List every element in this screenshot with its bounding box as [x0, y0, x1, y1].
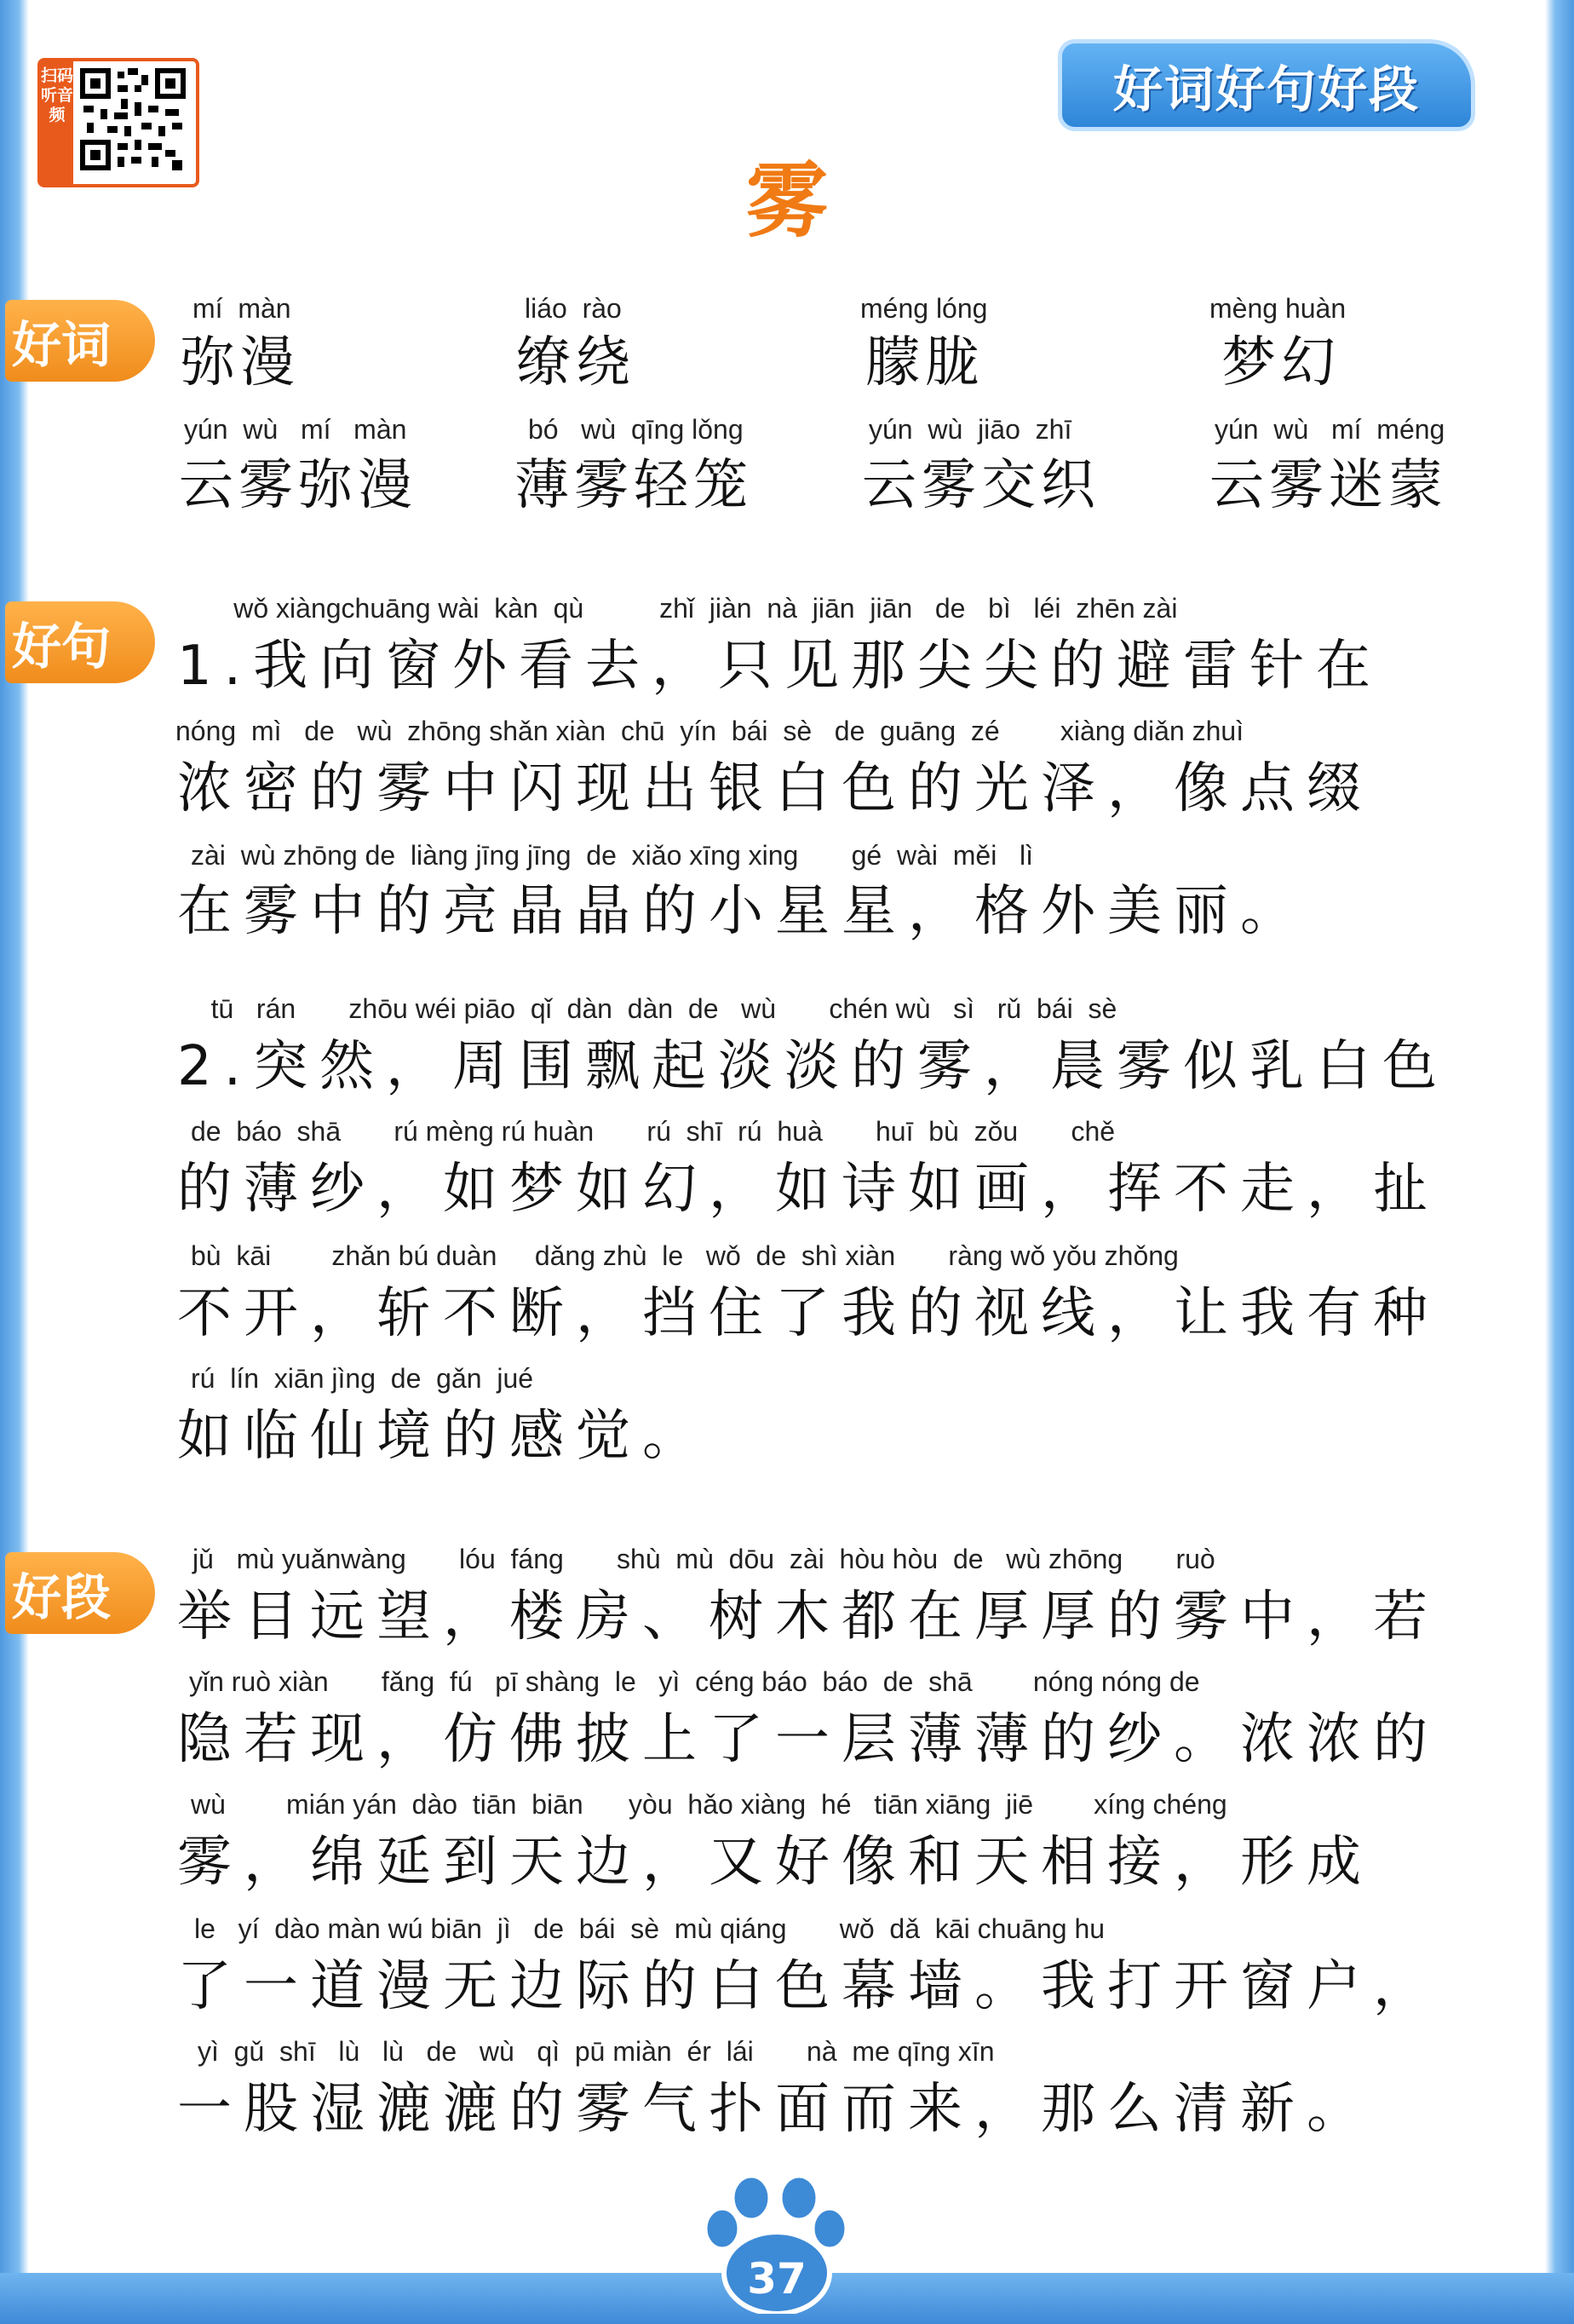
pinyin: tū rán zhōu wéi piāo qǐ dàn dàn de wù chén wù sì rǔ bái sè — [181, 993, 1117, 1024]
hanzi: 2.突然，周围飘起淡淡的雾，晨雾似乳白色 — [177, 1035, 1450, 1098]
hanzi: 薄雾轻笼 — [514, 454, 753, 517]
badge-good-sentences: 好句 — [5, 601, 155, 683]
pinyin: mèng huàn — [1209, 293, 1347, 324]
hanzi: 梦幻 — [1221, 331, 1341, 394]
page-number-paw — [698, 2169, 855, 2314]
hanzi: 的薄纱，如梦如幻，如诗如画，挥不走，扯 — [177, 1158, 1439, 1221]
pinyin: jǔ mù yuǎnwàng lóu fáng shù mù dōu zài hòu hòu de wù zhōng ruò — [192, 1544, 1215, 1574]
hanzi: 1.我向窗外看去，只见那尖尖的避雷针在 — [177, 635, 1383, 698]
hanzi: 一股湿漉漉的雾气扑面而来，那么清新。 — [177, 2078, 1373, 2141]
pinyin: wǒ xiàngchuāng wài kàn qù zhǐ jiàn nà jiān jiān de bì léi zhēn zài — [181, 593, 1178, 624]
badge-good-paragraph: 好段 — [5, 1552, 155, 1634]
pinyin: bù kāi zhǎn bú duàn dǎng zhù le wǒ de shì xiàn ràng wǒ yǒu zhǒng — [191, 1240, 1179, 1271]
hanzi: 浓密的雾中闪现出银白色的光泽，像点缀 — [177, 757, 1373, 820]
badge-good-words: 好词 — [5, 300, 155, 382]
section-tab-label: 好词好句好段 — [1112, 60, 1420, 118]
hanzi: 了一道漫无边际的白色幕墙。我打开窗户， — [177, 1955, 1439, 2018]
hanzi: 在雾中的亮晶晶的小星星，格外美丽。 — [177, 880, 1307, 943]
page-number: 37 — [747, 2254, 807, 2304]
pinyin: mí màn — [192, 293, 291, 324]
pinyin: yún wù mí méng — [1215, 414, 1445, 445]
page-title: 雾 — [746, 153, 828, 249]
hanzi: 雾，绵延到天边，又好像和天相接，形成 — [177, 1831, 1373, 1894]
pinyin: yì gǔ shī lù lù de wù qì pū miàn ér lái nà me qīng xīn — [198, 2036, 995, 2067]
hanzi: 不开，斩不断，挡住了我的视线，让我有种 — [177, 1282, 1439, 1345]
hanzi: 如临仙境的感觉。 — [177, 1405, 709, 1468]
hanzi: 缭绕 — [516, 331, 635, 394]
hanzi: 隐若现，仿佛披上了一层薄薄的纱。浓浓的 — [177, 1708, 1439, 1771]
pinyin: yún wù jiāo zhī — [869, 414, 1072, 445]
pinyin: nóng mì de wù zhōng shǎn xiàn chū yín bái sè de guāng zé xiàng diǎn zhuì — [175, 716, 1244, 746]
hanzi: 举目远望，楼房、树木都在厚厚的雾中，若 — [177, 1585, 1439, 1648]
pinyin: yún wù mí màn — [184, 414, 407, 445]
pinyin: zài wù zhōng de liàng jīng jīng de xiǎo xīng xing gé wài měi lì — [191, 840, 1033, 871]
pinyin: bó wù qīng lǒng — [528, 414, 744, 445]
pinyin: wù mián yán dào tiān biān yòu hǎo xiàng hé tiān xiāng jiē xíng chéng — [191, 1789, 1227, 1820]
pinyin: méng lóng — [860, 293, 988, 324]
hanzi: 云雾弥漫 — [179, 454, 417, 517]
hanzi: 云雾迷蒙 — [1209, 454, 1448, 517]
pinyin: yǐn ruò xiàn fǎng fú pī shàng le yì céng báo báo de shā nóng nóng de — [189, 1666, 1200, 1697]
pinyin: de báo shā rú mèng rú huàn rú shī rú huà huī bù zǒu chě — [191, 1116, 1116, 1147]
section-tab — [1058, 39, 1475, 131]
hanzi: 云雾交织 — [862, 454, 1100, 517]
qr-label: 扫码听音频 — [41, 61, 73, 184]
hanzi: 弥漫 — [181, 331, 300, 394]
pinyin: rú lín xiān jìng de gǎn jué — [191, 1363, 534, 1394]
pinyin: le yí dào màn wú biān jì de bái sè mù qiáng wǒ dǎ kāi chuāng hu — [194, 1913, 1106, 1944]
hanzi: 朦胧 — [865, 331, 985, 394]
pinyin: liáo rào — [525, 293, 622, 324]
